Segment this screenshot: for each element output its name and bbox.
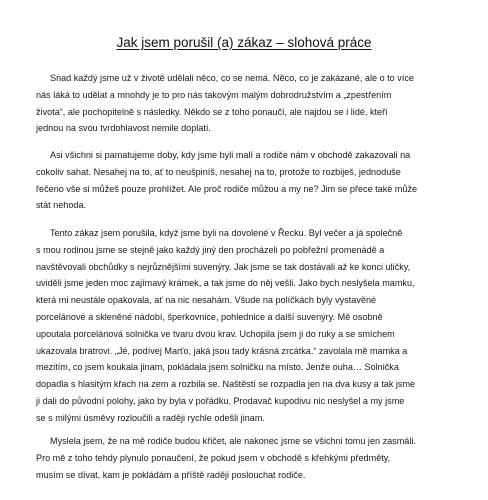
- paragraph-line: Snad každý jsme už v životě udělali něco, co se nemá. Něco, co je zakázané, ale o to více: [50, 73, 414, 83]
- paragraph-line: nás láká to udělat a mnohdy je to pro nás takovým malým dobrodružstvím a „zpestřením: [36, 89, 392, 100]
- paragraph-line: cokoliv sahat. Nesahej na to, ať to neušpiníš, nesahej na to, protože to rozbiješ, jednoduše: [36, 166, 401, 177]
- paragraph-line: musím se dívat, kam je pokládám a příště raději poslouchat rodiče.: [36, 469, 306, 480]
- paragraph-2: [36, 147, 468, 214]
- paragraph-line: porcelánové a skleněné nádobí, šperkovnice, pohlednice a další suvenýry. Mě osobně: [36, 311, 383, 322]
- paragraph-line: s mou rodinou jsme se stejně jako každý jiný den procházeli po pobřežní promenádě a: [36, 244, 385, 255]
- paragraph-line: řečeno vše si můžeš pouze prohlížet. Ale proč rodiče můžou a my ne? Jim se přece také může: [36, 183, 418, 194]
- paragraph-line: Asi všichni si pamatujeme doby, kdy jsme byli malí a rodiče nám v obchodě zakazovali na: [50, 150, 411, 160]
- paragraph-4: [36, 433, 468, 483]
- paragraph-line: upoutala porcelánová solnička ve tvaru dvou krav. Uchopila jsem ji do ruky a se smíchem: [36, 328, 395, 339]
- paragraph-line: mezitím, co jsem koukala jinam, pokládala jsem solničku na místo. Jenže ouha… Solnička: [36, 362, 399, 373]
- paragraph-1: [36, 70, 468, 137]
- paragraph-line: Myslela jsem, že na mě rodiče budou křičet, ale nakonec jsme se všichni tomu jen zasmáli.: [50, 436, 416, 446]
- paragraph-line: uviděli jsme jeden moc zajímavý krámek, a tak jsme do něj vešli. Jako bych neslyšela mamku,: [36, 278, 415, 289]
- paragraph-line: dopadla s hlasitým křach na zem a rozbila se. Naštěstí se rozpadla jen na dva kusy a tak jsme: [36, 379, 416, 390]
- paragraph-line: navštěvovali obchůdky s nejrůznějšími suvenýry. Jak jsme se tak dostávali až ke konci uličky,: [36, 261, 411, 272]
- paragraph-line: Tento zákaz jsem porušila, když jsme byli na dovolené v Řecku. Byl večer a já společně: [50, 228, 403, 238]
- paragraph-line: ji dali do původní polohy, jako by byla v pořádku. Prodavač kupodivu nic neslyšel a my jsme: [36, 395, 405, 406]
- paragraph-line: života“, ale pochopitelně s následky. Někdo se z toho ponaučí, ale najdou se i lidé, kteří: [36, 106, 388, 117]
- paragraph-line: Pro mě z toho tehdy plynulo ponaučení, že pokud jsem v obchodě s křehkými předměty,: [36, 452, 391, 463]
- paragraph-line: stát nehoda.: [36, 200, 87, 211]
- paragraph-line: se s milými úsměvy rozloučili a raději rychle odešli jinam.: [36, 412, 265, 423]
- paragraph-line: jednou na svou tvrdohlavost nemile doplatí.: [36, 123, 211, 134]
- document-title: Jak jsem porušil (a) zákaz – slohová práce: [116, 35, 372, 50]
- paragraph-line: která mi neustále opakovala, ať na nic nesahám. Všude na políčkách byly vystavěné: [36, 295, 377, 306]
- paragraph-line: ukazovala bratrovi. „Jé, podívej Marťo, jaká jsou tady krásná zrcátka.“ zavolala mě mamka a: [36, 345, 408, 356]
- paragraph-3: [36, 225, 468, 427]
